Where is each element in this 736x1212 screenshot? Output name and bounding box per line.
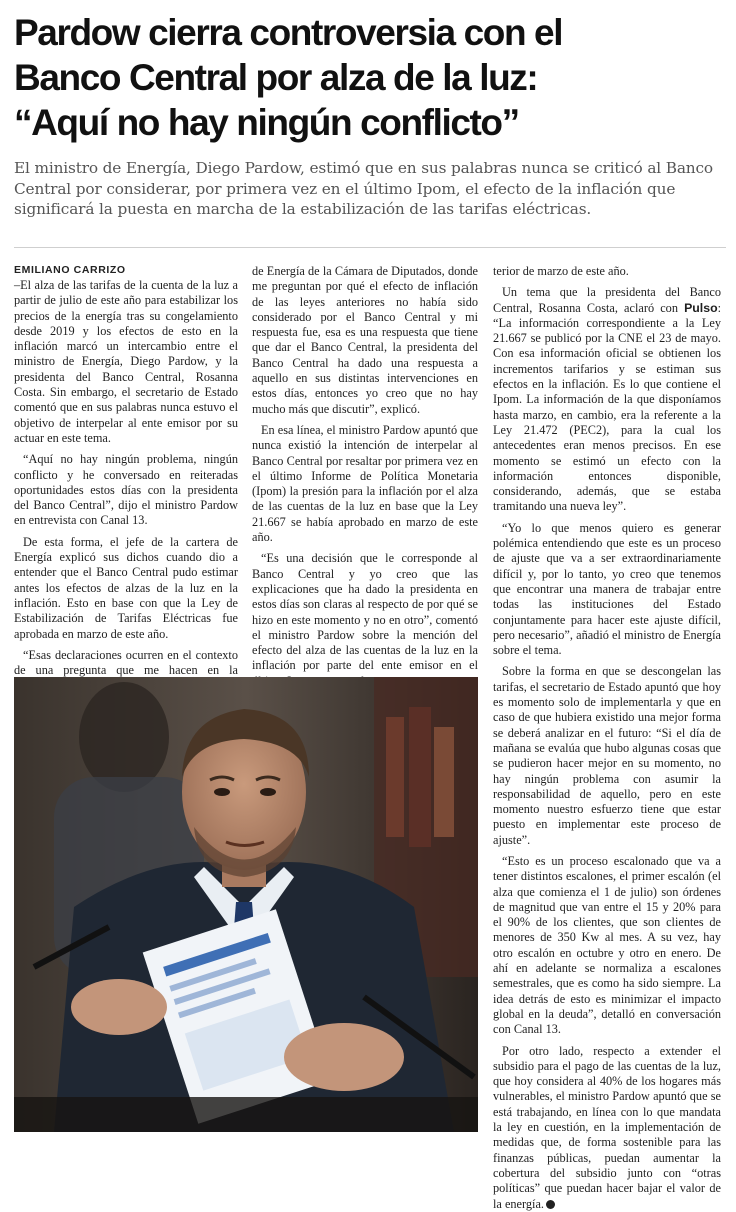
right-eye xyxy=(260,788,276,796)
article-column-2 xyxy=(252,264,478,695)
byline: EMILIANO CARRIZO xyxy=(14,264,126,276)
background-book xyxy=(386,717,404,837)
deck-subtitle: El ministro de Energía, Diego Pardow, estimó que en sus palabras nunca se criticó al Banco Central por considerar, por primera vez en el último Ipom, el efecto de la inflación que significará la puesta en marcha de la estabilización de las tarifas eléctricas. xyxy=(14,159,713,218)
background-person xyxy=(79,682,169,792)
paragraph xyxy=(493,285,721,514)
background-book xyxy=(409,707,431,847)
paragraph: terior de marzo de este año. xyxy=(493,264,629,278)
headline xyxy=(14,10,724,145)
paragraph: “Aquí no hay ningún problema, ningún conflicto y he conversado en reiteradas oportunidades estos días con la presidenta del Banco Central”, dijo el ministro Pardow en entrevista con Canal 13. xyxy=(14,452,238,528)
headline-line-3: “Aquí no hay ningún conflicto” xyxy=(14,102,519,143)
paragraph: “Yo lo que menos quiero es generar polémica entendiendo que este es un proceso de ajuste que va a ser extraordinariamente difícil y, por lo tanto, yo creo que tenemos que encontrar una manera de trabajar entre todas las instituciones del Estado conjuntamente para hacer este ajuste difícil, pero necesario”, añadió el ministro de Energía sobre el tema. xyxy=(493,520,721,658)
minister-photo-illustration xyxy=(14,677,478,1132)
paragraph: Sobre la forma en que se descongelan las tarifas, el secretario de Estado apuntó que hoy es momento solo de implementarla y que en caso de que hubiera existido una mejor forma se deberá analizar en el futuro: “Si el día de mañana se evalúa que hubo algunas cosas que se pudieron hacer mejor en su momento, no hay ningún problema con asumir la responsabilidad de aquello, pero en este momento nuestro esfuerzo tiene que estar puesto en implementar este proceso de ajuste”. xyxy=(493,664,721,847)
header-divider xyxy=(14,247,726,248)
article-column-3 xyxy=(493,264,721,1211)
paragraph: de Energía de la Cámara de Diputados, donde me preguntan por qué el efecto de inflación de las leyes anteriores no había sido considerado por el Banco Central y mi respuesta fue, esa es una respuesta que tiene que dar el Banco Central, la presidenta del Banco Central ha dado una respuesta a aquello en sus distintas intervenciones en estos días, entonces yo creo que no hay mucho más que discutir”, explicó. xyxy=(252,264,478,416)
foreground-desk xyxy=(14,1097,478,1132)
paragraph-text: Un tema que la presidenta del Banco Central, Rosanna Costa, aclaró con xyxy=(493,285,721,315)
paragraph: “Esas declaraciones ocurren en el contexto de una pregunta que me hacen en la xyxy=(14,647,238,678)
paragraph: –El alza de las tarifas de la cuenta de la luz a partir de julio de este año para estabilizar los precios de la energía tras su congelamiento desde 2019 y los efectos de esto en la inflación marcó un intercambio entre el ministro de Energía, Diego Pardow, y la presidenta del Banco Central, Rosanna Costa. Sin embargo, el secretario de Estado comentó que en sus palabras nunca estuvo el objetivo de interpelar al ente emisor por su actuar en este tema. xyxy=(14,278,238,445)
minister-photo xyxy=(14,677,478,1132)
headline-line-2: Banco Central por alza de la luz: xyxy=(14,57,538,98)
paragraph: “Esto es un proceso escalonado que va a tener distintos escalones, el primer escalón (el alza que comienza el 1 de julio) son órdenes de magnitud que van entre el 15 y 20% para el 90% de los clientes, que son clientes de menores de 350 Kw al mes. A su vez, hay otro escalón en octubre y otro en enero. De ahí en adelante se normaliza a escalones semestrales, que es como ha sido siempre. La idea detrás de esto es minimizar el impacto global en la deuda”, detalló en conversación con Canal 13. xyxy=(493,853,721,1037)
paragraph xyxy=(493,1044,721,1212)
end-of-article-icon xyxy=(546,1200,555,1209)
paragraph: “Es una decisión que le corresponde al Banco Central y yo creo que las explicaciones que ha dado la presidenta en estos días son claras al respecto de por qué se hizo en este momento y no en otro”, comentó el ministro Pardow sobre la mención del efecto del alza de las cuentas de la luz en la inflación por parte del ente emisor en el xyxy=(252,551,478,673)
paragraph: En esa línea, el ministro Pardow apuntó que nunca existió la intención de interpelar al Banco Central por resaltar por primera vez en el último Informe de Política Monetaria (Ipom) la presión para la inflación por el alza de las cuentas de la luz en base que la Ley 21.667 se había aprobado en marzo de este año. xyxy=(252,422,478,545)
paragraph: De esta forma, el jefe de la cartera de Energía explicó sus dichos cuando dio a entender que el Banco Central pudo estimar antes los efectos de alzas de la luz en la inflación. Esto en base con que la Ley de Estabilización de Tarifas Eléctricas fue aprobada en marzo de este año. xyxy=(14,534,238,641)
source-name: Pulso xyxy=(684,300,718,315)
article-column-1 xyxy=(14,264,238,700)
headline-line-1: Pardow cierra controversia con el xyxy=(14,12,563,53)
paragraph-text: : “La información correspondiente a la Ley 21.667 se publicó por la CNE el 23 de mayo. Con esa información oficial se obtienen los incrementos tarifarios y se estiman sus efectos en la inflación. Es lo que contiene el Ipom. La información de la que disponíamos hasta marzo, en cambio, era la referente a la Ley 21.472 (PEC2), para la cual los antecedentes eran menos precisos. En ese momento se estimó un efecto con la información entonces disponible, considerando, además, que se estaba tramitando una nueva ley”. xyxy=(493,300,721,514)
paragraph-text: Por otro lado, respecto a extender el subsidio para el pago de las cuentas de la luz, que hoy considera al 40% de los hogares más vulnerables, el ministro Pardow apuntó que se está trabajando, en línea con lo que mandata la ley en cuestión, en la implementación de medidas que, de forma sostenible para las finanzas públicas, puedan aumentar la cobertura del subsidio junto con “otras políticas” que puedan hacer bajar el valor de la energía. xyxy=(493,1043,721,1211)
background-book xyxy=(434,727,454,837)
right-hand xyxy=(284,1023,404,1091)
left-hand xyxy=(71,979,167,1035)
left-eye xyxy=(214,788,230,796)
